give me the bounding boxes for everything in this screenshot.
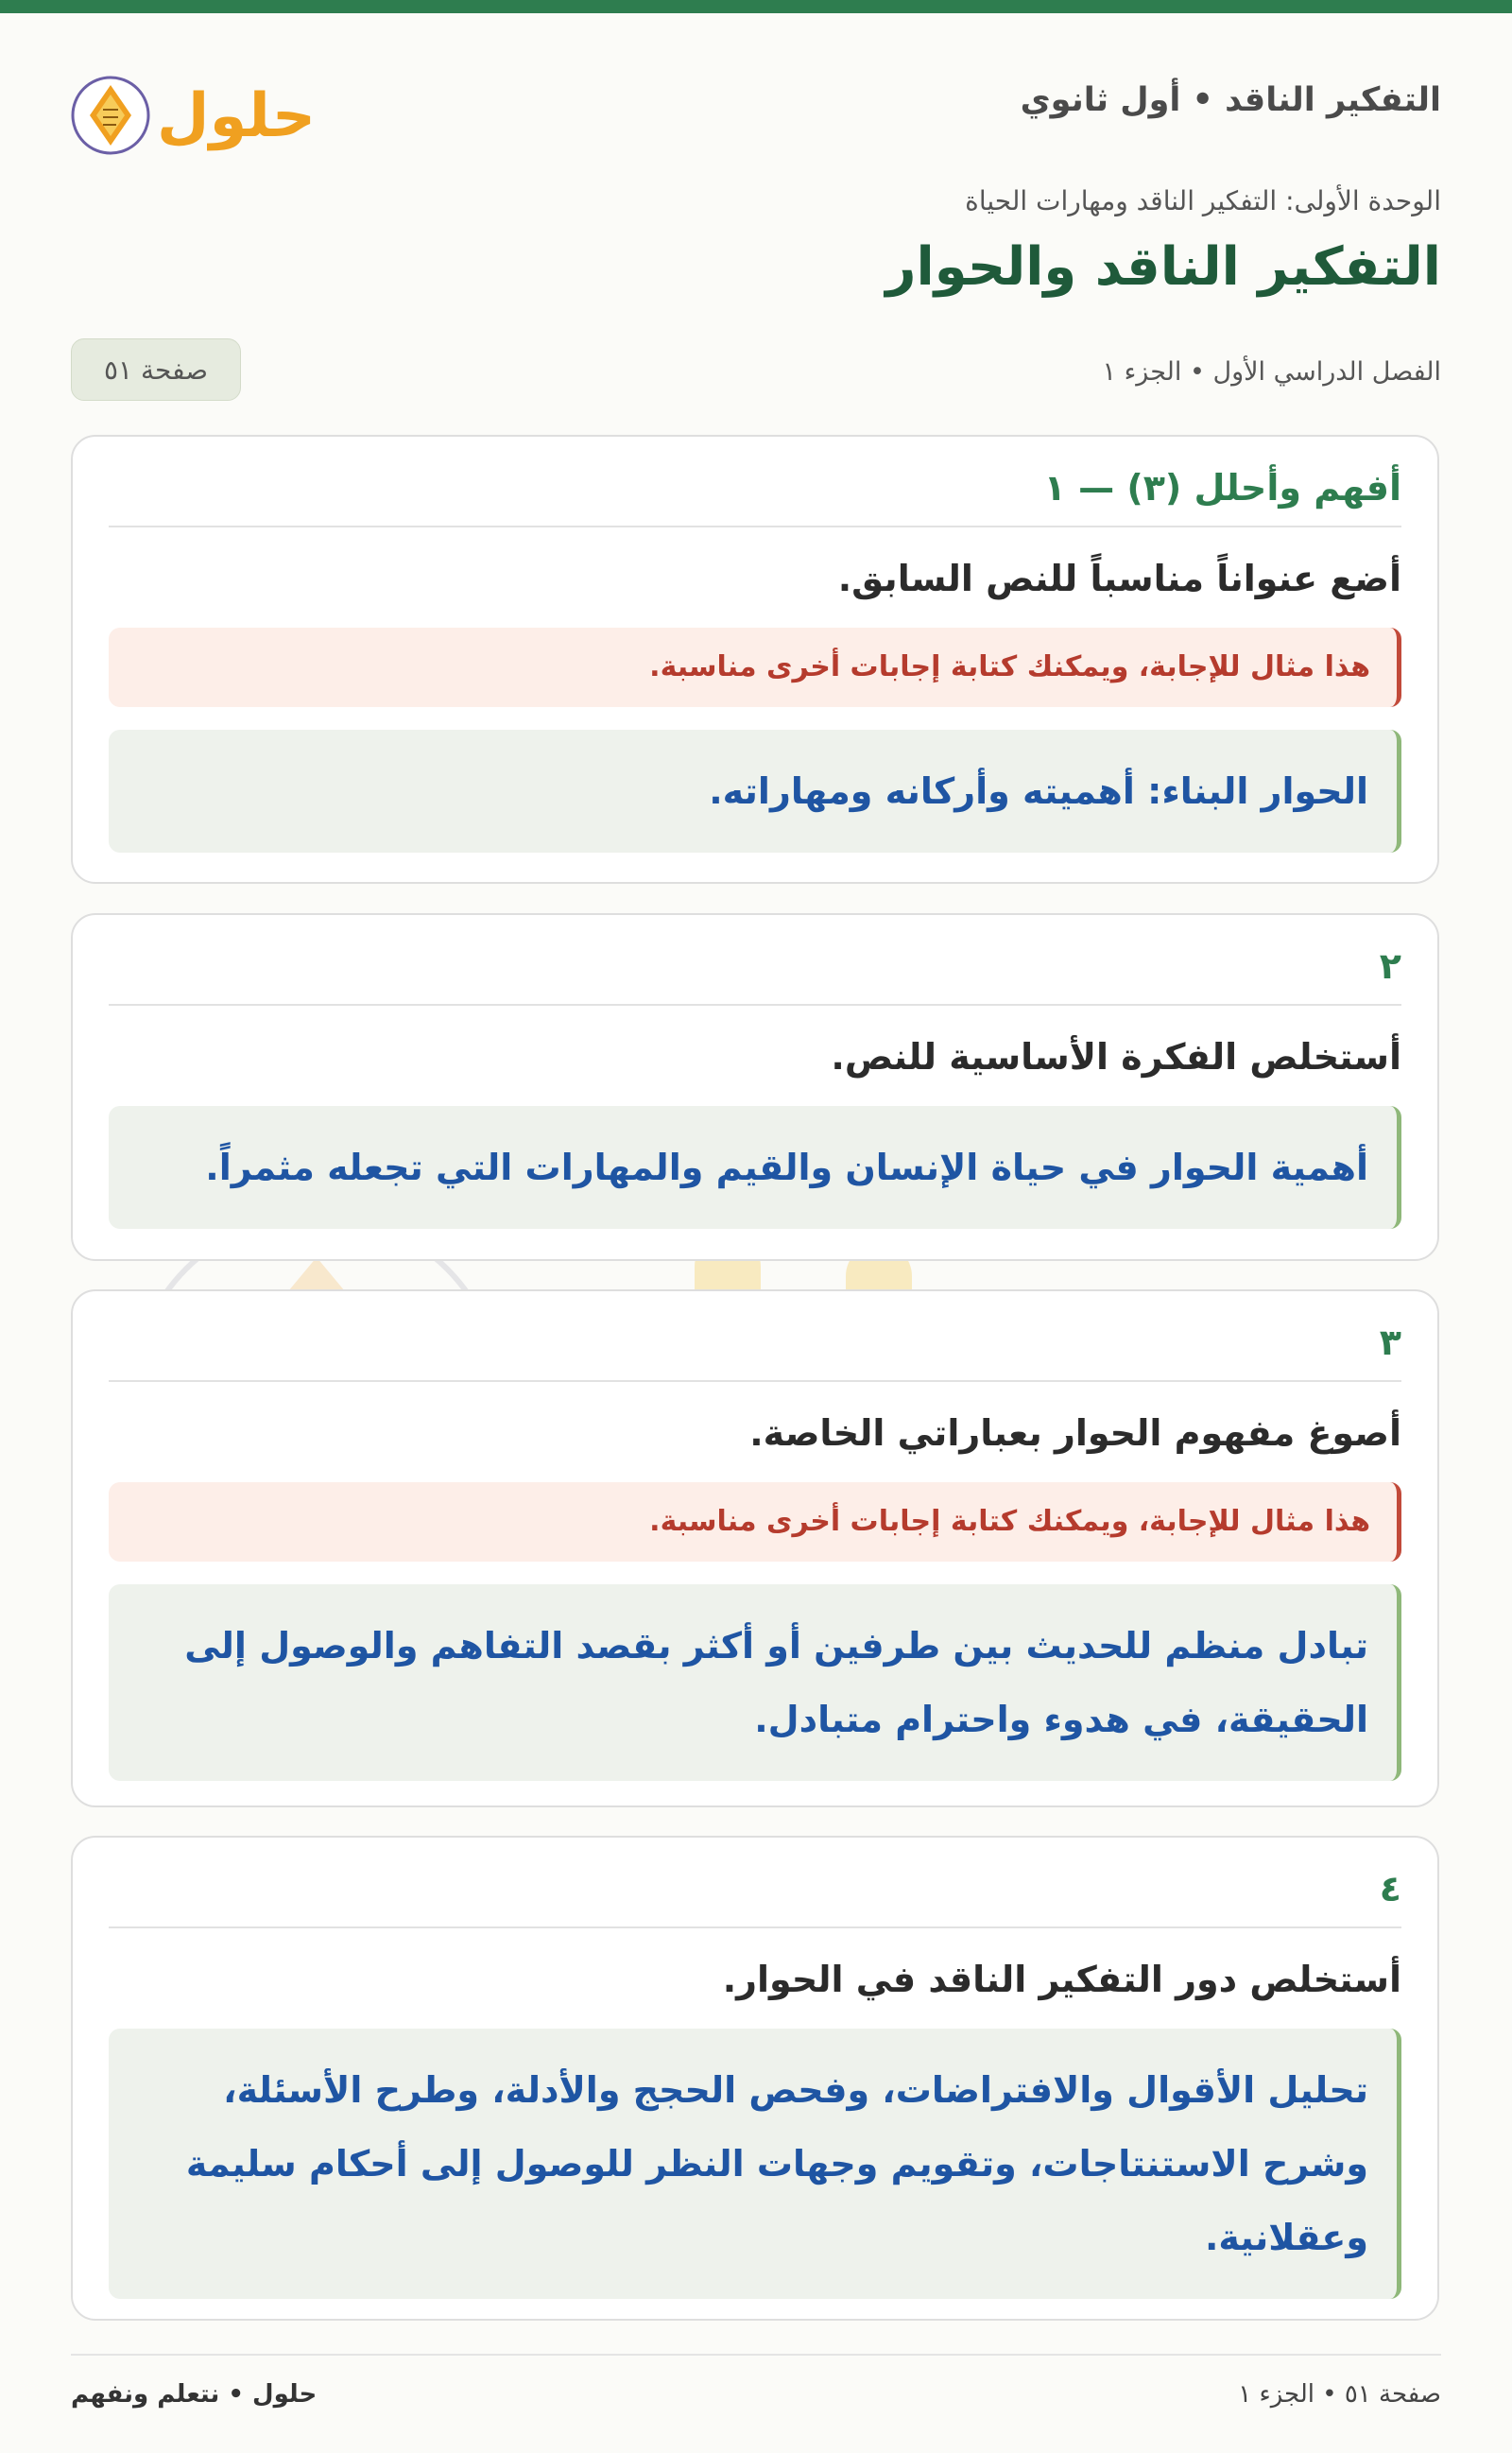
question-card-3 [71, 1289, 1439, 1807]
top-accent-bar [0, 0, 1512, 13]
answer-box: الحوار البناء: أهميته وأركانه ومهاراته. [109, 730, 1401, 853]
answer-box: تبادل منظم للحديث بين طرفين أو أكثر بقصد التفاهم والوصول إلى الحقيقة، في هدوء واحترام متبادل. [109, 1584, 1401, 1781]
footer-tagline: حلول • نتعلم ونفهم [71, 2380, 318, 2409]
question-text: أستخلص الفكرة الأساسية للنص. [831, 1036, 1401, 1078]
page-title: التفكير الناقد والحوار [885, 236, 1441, 298]
question-text: أصوغ مفهوم الحوار بعباراتي الخاصة. [749, 1412, 1401, 1454]
card-heading: أفهم وأحلل (٣) — ١ [109, 467, 1401, 527]
sample-answer-note: هذا مثال للإجابة، ويمكنك كتابة إجابات أخرى مناسبة. [109, 628, 1401, 707]
answer-box: أهمية الحوار في حياة الإنسان والقيم والمهارات التي تجعله مثمراً. [109, 1106, 1401, 1229]
logo-wordmark: حلول [157, 81, 316, 151]
question-card-4 [71, 1836, 1439, 2321]
term-label: الفصل الدراسي الأول • الجزء ١ [1102, 357, 1441, 387]
question-text: أستخلص دور التفكير الناقد في الحوار. [722, 1959, 1401, 2000]
footer-page-info: صفحة ٥١ • الجزء ١ [1238, 2380, 1441, 2409]
card-heading: ٤ [109, 1868, 1401, 1928]
card-heading: ٣ [109, 1322, 1401, 1382]
card-heading: ٢ [109, 945, 1401, 1006]
hulul-logo[interactable] [71, 62, 317, 166]
site-title: التفكير الناقد • أول ثانوي [1020, 81, 1441, 119]
page-number-badge: صفحة ٥١ [71, 338, 241, 401]
unit-breadcrumb: الوحدة الأولى: التفكير الناقد ومهارات الحياة [965, 185, 1441, 216]
answer-box: تحليل الأقوال والافتراضات، وفحص الحجج والأدلة، وطرح الأسئلة، وشرح الاستنتاجات، وتقويم وجهات النظر للوصول إلى أحكام سليمة وعقلانية. [109, 2029, 1401, 2299]
sample-answer-note: هذا مثال للإجابة، ويمكنك كتابة إجابات أخرى مناسبة. [109, 1482, 1401, 1562]
question-card-2 [71, 913, 1439, 1261]
page-header [71, 47, 1441, 161]
question-text: أضع عنواناً مناسباً للنص السابق. [837, 558, 1401, 599]
question-card-1 [71, 435, 1439, 884]
footer-divider [71, 2354, 1441, 2356]
